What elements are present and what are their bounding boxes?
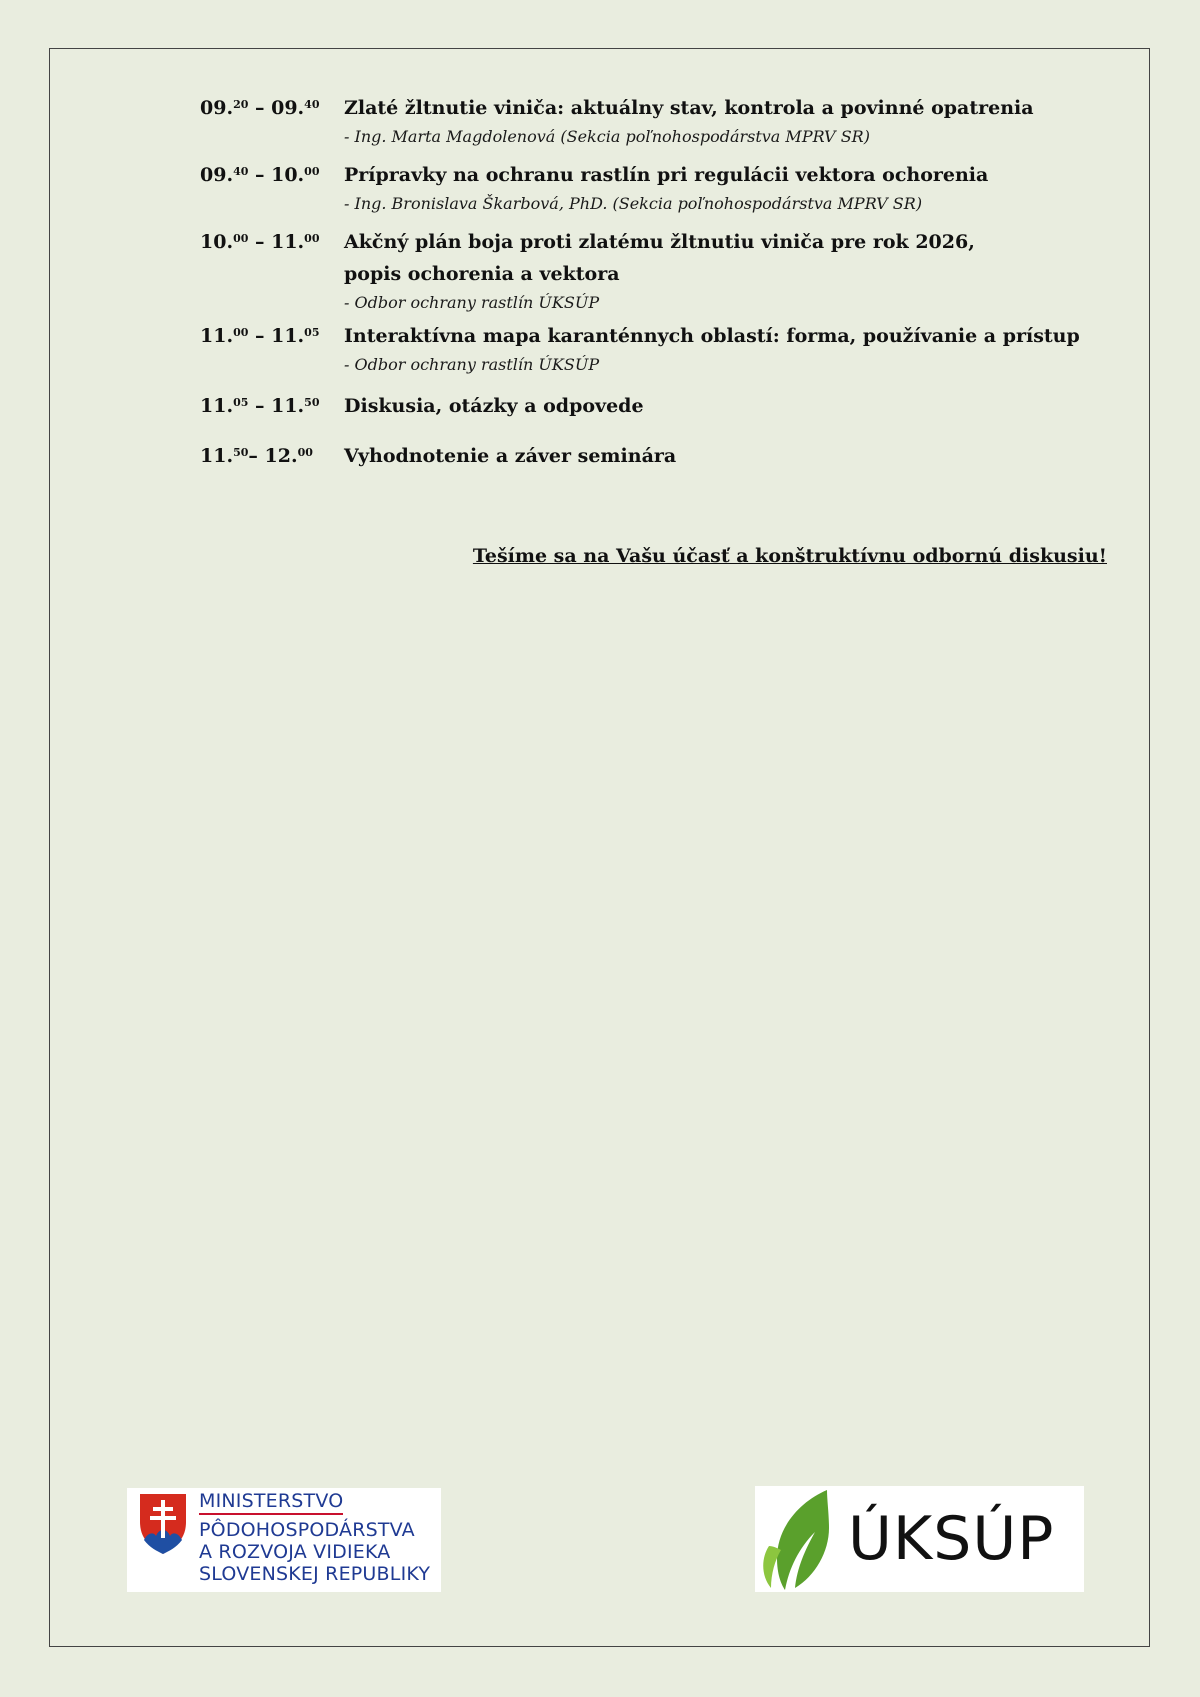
agenda-speaker: - Ing. Marta Magdolenová (Sekcia poľnohospodárstva MPRV SR): [344, 127, 870, 146]
agenda-title: Akčný plán boja proti zlatému žltnutiu viniča pre rok 2026, popis ochorenia a vektora: [344, 231, 975, 285]
agenda-title: Prípravky na ochranu rastlín pri regulácii vektora ochorenia: [344, 164, 989, 186]
agenda-time: 11.05 – 11.50: [200, 395, 320, 417]
closing-message: Tešíme sa na Vašu účasť a konštruktívnu odbornú diskusiu!: [472, 545, 1107, 567]
agenda-item: [200, 92, 1100, 159]
agenda-time: 10.00 – 11.00: [200, 231, 320, 253]
ministry-name: MINISTERSTVO PÔDOHOSPODÁRSTVA A ROZVOJA VIDIEKA SLOVENSKEJ REPUBLIKY: [199, 1490, 431, 1585]
agenda-speaker: - Ing. Bronislava Škarbová, PhD. (Sekcia poľnohospodárstva MPRV SR): [344, 194, 923, 213]
agenda-title: Interaktívna mapa karanténnych oblastí: forma, používanie a prístup: [344, 325, 1080, 347]
uksup-wordmark: ÚKSÚP: [848, 1504, 1055, 1574]
leaf-icon: [759, 1488, 839, 1592]
agenda-title: Diskusia, otázky a odpovede: [344, 395, 644, 417]
agenda-speaker: - Odbor ochrany rastlín ÚKSÚP: [344, 355, 600, 374]
agenda-time: 11.00 – 11.05: [200, 325, 320, 347]
agenda-item: [200, 159, 1100, 226]
agenda: [200, 92, 1100, 480]
slovak-coat-of-arms-icon: [138, 1492, 188, 1556]
uksup-logo: [755, 1486, 1084, 1592]
agenda-item: [200, 390, 1100, 440]
agenda-speaker: - Odbor ochrany rastlín ÚKSÚP: [344, 293, 600, 312]
ministry-logo: [127, 1488, 441, 1592]
agenda-title: Zlaté žltnutie viniča: aktuálny stav, kontrola a povinné opatrenia: [344, 97, 1034, 119]
agenda-item: [200, 226, 1100, 320]
agenda-time: 11.50– 12.00: [200, 445, 313, 467]
agenda-item: [200, 320, 1100, 390]
agenda-time: 09.20 – 09.40: [200, 97, 320, 119]
agenda-item: [200, 440, 1100, 480]
agenda-time: 09.40 – 10.00: [200, 164, 320, 186]
agenda-title: Vyhodnotenie a záver seminára: [344, 445, 677, 467]
